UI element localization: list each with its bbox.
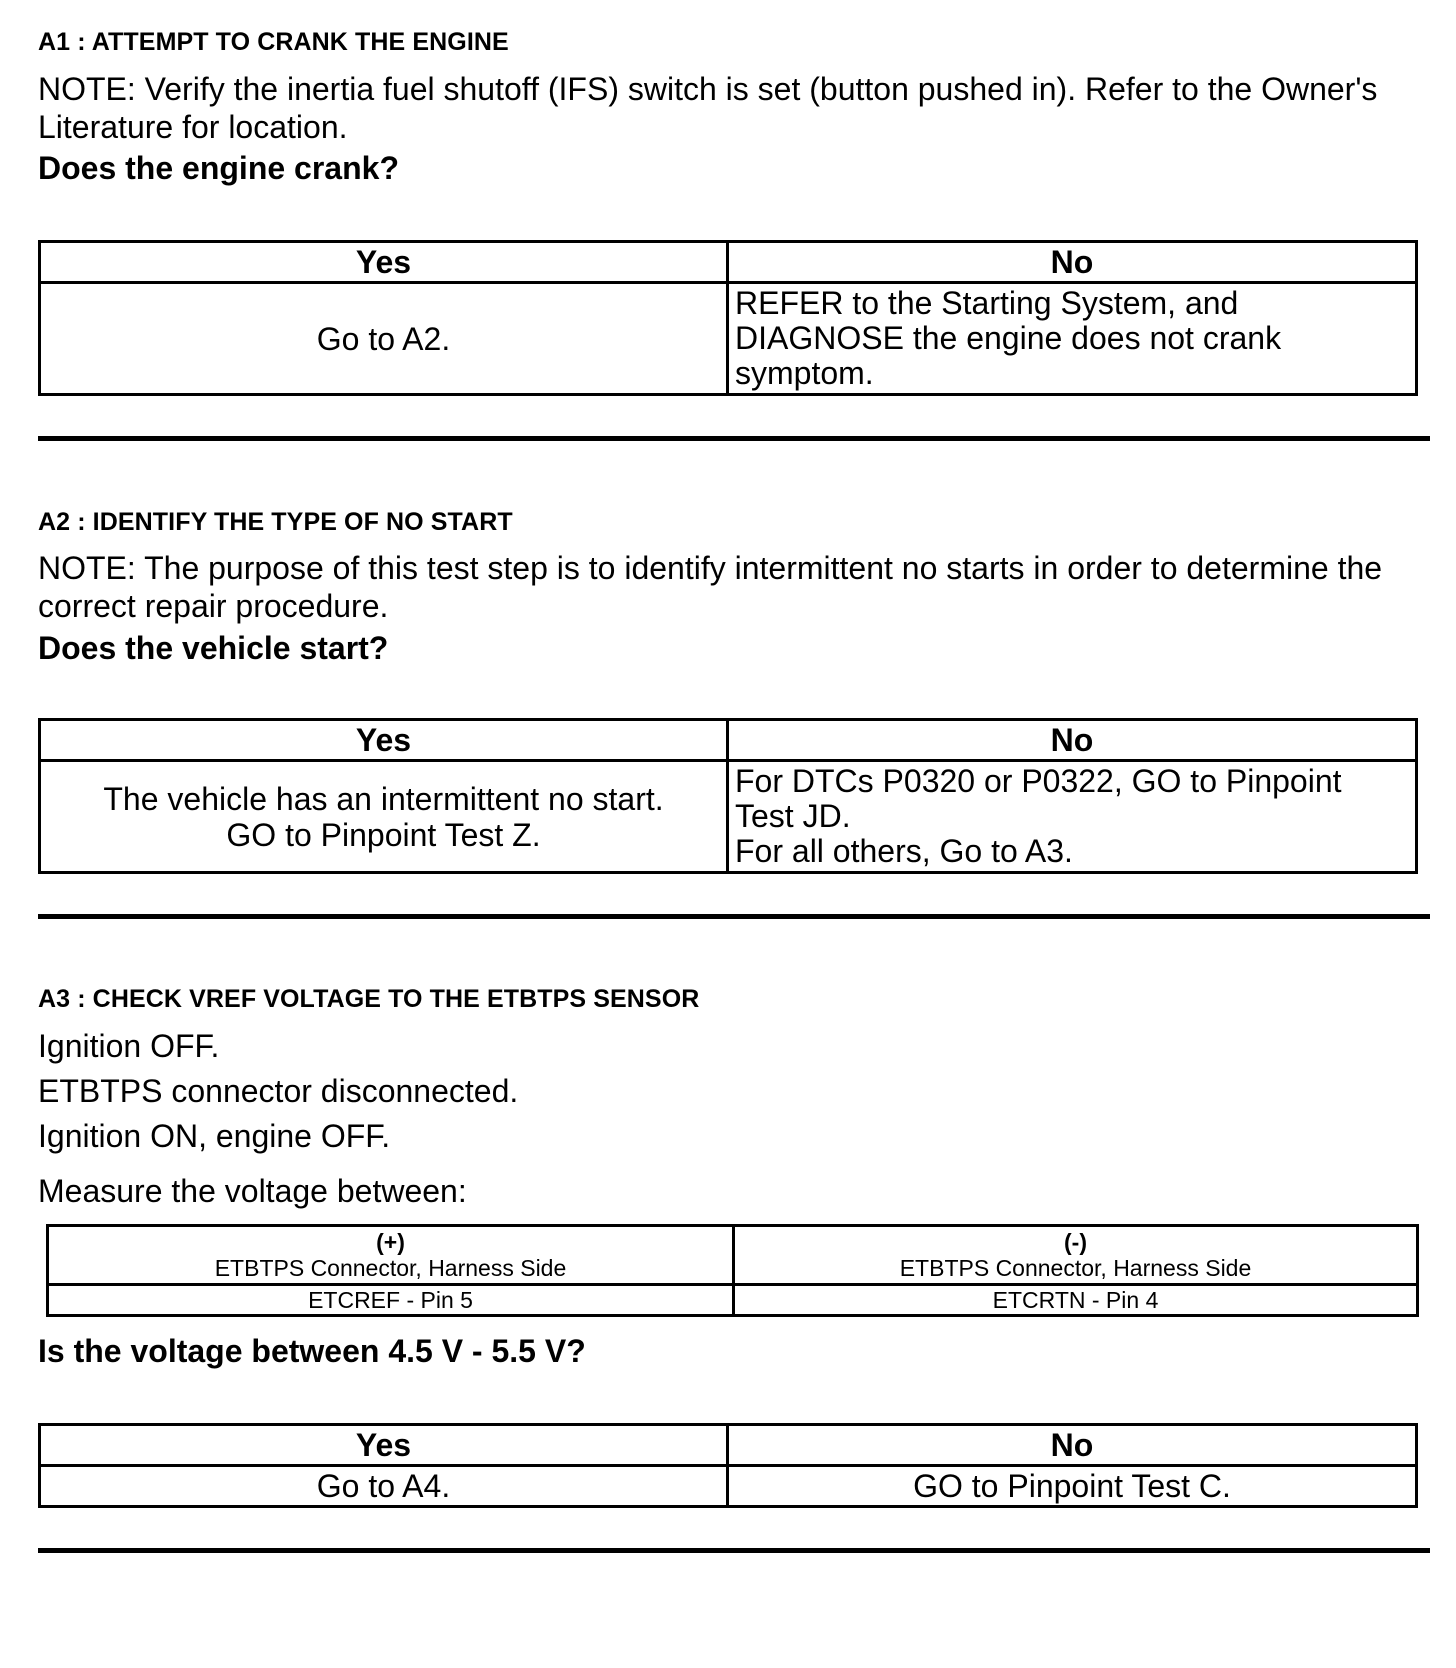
positive-pin: ETCREF - Pin 5	[48, 1285, 734, 1316]
step-a3-result-table	[38, 1423, 1418, 1508]
step-a2-question: Does the vehicle start?	[38, 630, 389, 666]
yes-header: Yes	[40, 1425, 728, 1466]
no-cell	[728, 761, 1417, 873]
step-a2-result-table	[38, 718, 1418, 874]
positive-connector-label: ETBTPS Connector, Harness Side	[214, 1255, 567, 1281]
yes-cell	[40, 283, 728, 395]
measurement-table	[46, 1224, 1419, 1317]
no-line: symptom.	[735, 355, 874, 391]
step-a2-title: A2 : IDENTIFY THE TYPE OF NO START	[38, 508, 513, 536]
negative-pin: ETCRTN - Pin 4	[734, 1285, 1418, 1316]
step-a1-title: A1 : ATTEMPT TO CRANK THE ENGINE	[38, 28, 509, 56]
yes-line: The vehicle has an intermittent no start.	[103, 780, 664, 817]
section-divider	[38, 914, 1430, 919]
step-a3-measure-label: Measure the voltage between:	[38, 1173, 467, 1209]
step-a1-note: NOTE: Verify the inertia fuel shutoff (IFS) switch is set (button pushed in). Refer to the Owner's Literature for location.	[38, 71, 1378, 145]
negative-sign: (-)	[1064, 1229, 1087, 1255]
section-divider	[38, 436, 1430, 441]
no-line: For DTCs P0320 or P0322, GO to Pinpoint	[735, 763, 1342, 799]
yes-text: Go to A2.	[316, 320, 451, 357]
step-a3-step-3: Ignition ON, engine OFF.	[38, 1118, 391, 1154]
no-cell	[728, 283, 1417, 395]
yes-line: GO to Pinpoint Test Z.	[226, 816, 541, 853]
no-header: No	[728, 720, 1417, 761]
yes-header: Yes	[40, 720, 728, 761]
no-cell: GO to Pinpoint Test C.	[728, 1466, 1417, 1507]
no-line: REFER to the Starting System, and	[735, 285, 1239, 321]
yes-header: Yes	[40, 242, 728, 283]
step-a2-note: NOTE: The purpose of this test step is to identify intermittent no starts in order to determine the correct repair procedure.	[38, 550, 1383, 624]
no-header: No	[728, 242, 1417, 283]
no-line: Test JD.	[735, 798, 851, 834]
no-header: No	[728, 1425, 1417, 1466]
no-line: For all others, Go to A3.	[735, 833, 1073, 869]
step-a1-question: Does the engine crank?	[38, 150, 399, 186]
step-a3-question: Is the voltage between 4.5 V - 5.5 V?	[38, 1333, 586, 1369]
positive-lead-header	[48, 1226, 734, 1285]
step-a3-step-1: Ignition OFF.	[38, 1028, 220, 1064]
step-a3-step-2: ETBTPS connector disconnected.	[38, 1073, 519, 1109]
negative-connector-label: ETBTPS Connector, Harness Side	[899, 1255, 1252, 1281]
no-line: DIAGNOSE the engine does not crank	[735, 320, 1282, 356]
step-a3-title: A3 : CHECK VREF VOLTAGE TO THE ETBTPS SENSOR	[38, 985, 700, 1013]
yes-cell	[40, 761, 728, 873]
positive-sign: (+)	[376, 1229, 405, 1255]
section-divider	[38, 1548, 1430, 1553]
negative-lead-header	[734, 1226, 1418, 1285]
yes-cell: Go to A4.	[40, 1466, 728, 1507]
step-a1-result-table	[38, 240, 1418, 396]
